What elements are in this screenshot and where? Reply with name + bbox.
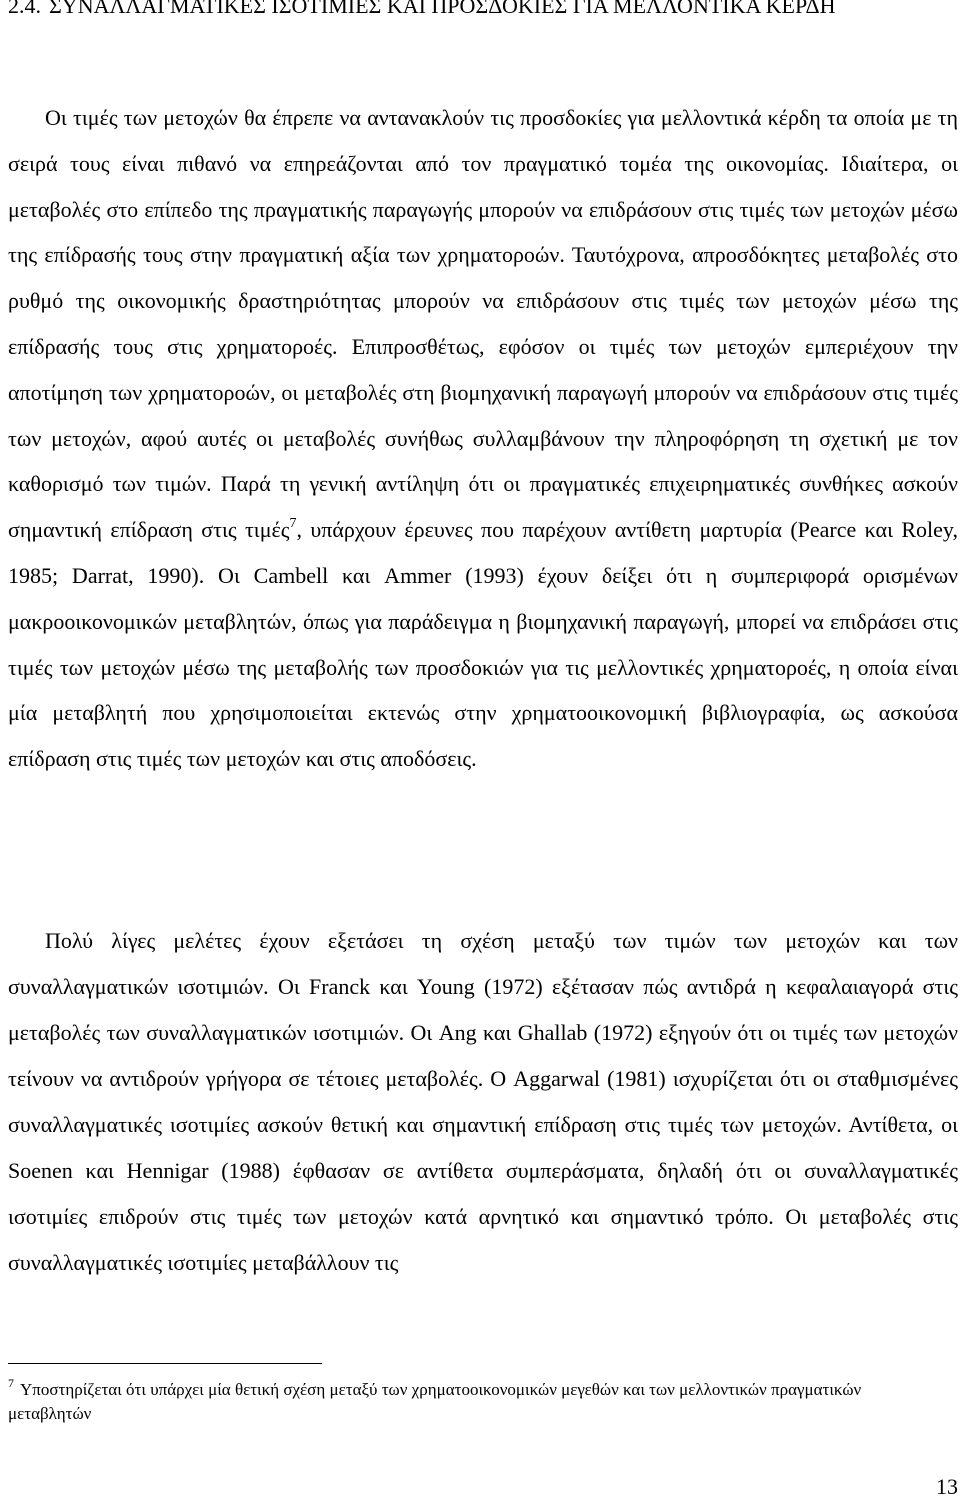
section-title: ΣΥΝΑΛΛΑΓΜΑΤΙΚΕΣ ΙΣΟΤΙΜΙΕΣ ΚΑΙ ΠΡΟΣΔΟΚΙΕΣ ΓΙΑ ΜΕΛΛΟΝΤΙΚΑ ΚΕΡΔΗ — [49, 0, 836, 18]
paragraph-1-text-a: Οι τιμές των μετοχών θα έπρεπε να αντανακλούν τις προσδοκίες για μελλοντικά κέρδη τα οποία με τη σειρά τους είναι πιθανό να επηρεάζονται από τον πραγματικό τομέα της οικονομίας. Ιδιαίτερα, οι μεταβολές στο επίπεδο της πραγματικής παραγωγής μπορούν να επιδράσουν στις τιμές των μετοχών μέσω της επίδρασής τους στην πραγματική αξία των χρηματοροών. Ταυτόχρονα, απροσδόκητες μεταβολές στο ρυθμό της οικονομικής δραστηριότητας μπορούν να επιδράσουν στις τιμές των μετοχών μέσω της επίδρασής τους στις χρηματοροές. Επιπροσθέτως, εφόσον οι τιμές των μετοχών εμπεριέχουν την αποτίμηση των χρηματοροών, οι μεταβολές στη βιομηχανική παραγωγή μπορούν να επιδράσουν στις τιμές των μετοχών, αφού αυτές οι μεταβολές συνήθως συλλαμβάνουν την πληροφόρηση τη σχετική με τον καθορισμό των τιμών. Παρά τη γενική αντίληψη ότι οι πραγματικές επιχειρηματικές συνθήκες ασκούν σημαντική επίδραση στις τιμές — [8, 105, 958, 543]
footnote-marker: 7 — [8, 1376, 14, 1390]
page-number: 13 — [936, 1474, 958, 1499]
body-paragraph-2: Πολύ λίγες μελέτες έχουν εξετάσει τη σχέση μεταξύ των τιμών των μετοχών και των συναλλαγματικών ισοτιμιών. Οι Franck και Young (1972) εξέτασαν πώς αντιδρά η κεφαλαιαγορά στις μεταβολές των συναλλαγματικών ισοτιμιών. Οι Ang και Ghallab (1972) εξηγούν ότι οι τιμές των μετοχών τείνουν να αντιδρούν γρήγορα σε τέτοιες μεταβολές. Ο Aggarwal (1981) ισχυρίζεται ότι οι σταθμισμένες συναλλαγματικές ισοτιμίες ασκούν θετική και σημαντική επίδραση στις τιμές των μετοχών. Αντίθετα, οι Soenen και Hennigar (1988) έφθασαν σε αντίθετα συμπεράσματα, δηλαδή ότι οι συναλλαγματικές ισοτιμίες επιδρούν στις τιμές των μετοχών κατά αρνητικό και σημαντικό τρόπο. Οι μεταβολές στις συναλλαγματικές ισοτιμίες μεταβάλλουν τις — [8, 928, 958, 1275]
section-heading — [8, 0, 948, 20]
body-paragraph-1 — [8, 95, 958, 782]
paragraph-1-text-b: , υπάρχουν έρευνες που παρέχουν αντίθετη μαρτυρία (Pearce και Roley, 1985; Darrat, 1990). Οι Cambell και Ammer (1993) έχουν δείξει ότι η συμπεριφορά ορισμένων μακροοικονομικών μεταβλητών, όπως για παράδειγμα η βιομηχανική παραγωγή, μπορεί να επιδράσει στις τιμές των μετοχών μέσω της μεταβολής των προσδοκιών για τις μελλοντικές χρηματοροές, η οποία είναι μία μεταβλητή που χρησιμοποιείται εκτενώς στην χρηματοοικονομική βιβλιογραφία, ως ασκούσα επίδραση στις τιμές των μετοχών και στις αποδόσεις. — [8, 517, 959, 772]
section-number: 2.4. — [8, 0, 41, 18]
footnote-reference: 7 — [289, 516, 297, 532]
footnote-text: Υποστηρίζεται ότι υπάρχει μία θετική σχέση μεταξύ των χρηματοοικονομικών μεγεθών και των μελλοντικών πραγματικών μεταβλητών — [8, 1380, 862, 1423]
footnote-separator — [8, 1363, 322, 1364]
footnote — [8, 1378, 938, 1426]
